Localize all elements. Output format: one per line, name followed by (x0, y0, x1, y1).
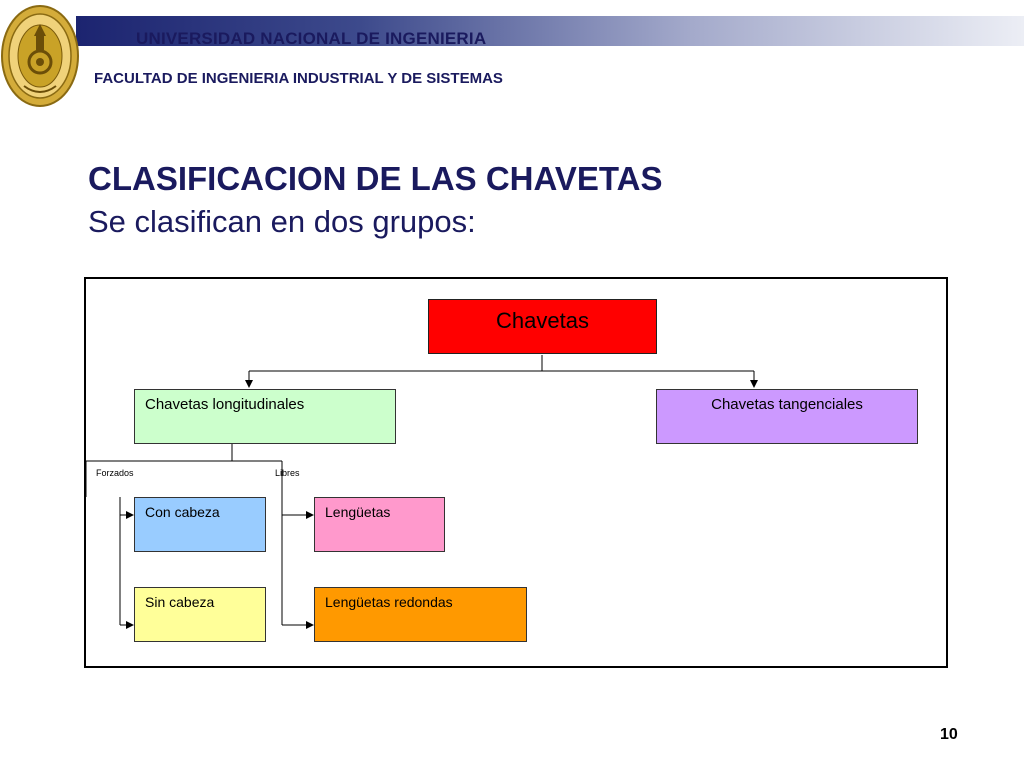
page-title: CLASIFICACION DE LAS CHAVETAS (88, 160, 663, 197)
branch-label-forzados: Forzados (96, 468, 134, 478)
page-subtitle: Se clasifican en dos grupos: (88, 204, 476, 239)
root-node-chavetas: Chavetas (428, 299, 657, 354)
node-sin-cabeza: Sin cabeza (134, 587, 266, 642)
node-chavetas-longitudinales: Chavetas longitudinales (134, 389, 396, 444)
branch-label-libres: Libres (275, 468, 300, 478)
node-lenguetas: Lengüetas (314, 497, 445, 552)
node-con-cabeza: Con cabeza (134, 497, 266, 552)
node-lenguetas-redondas: Lengüetas redondas (314, 587, 527, 642)
page-number: 10 (940, 726, 958, 743)
diagram-frame (84, 277, 948, 668)
university-seal-icon (0, 0, 80, 110)
node-chavetas-tangenciales: Chavetas tangenciales (656, 389, 918, 444)
university-name: UNIVERSIDAD NACIONAL DE INGENIERIA (136, 29, 487, 48)
faculty-name: FACULTAD DE INGENIERIA INDUSTRIAL Y DE SISTEMAS (94, 70, 503, 87)
